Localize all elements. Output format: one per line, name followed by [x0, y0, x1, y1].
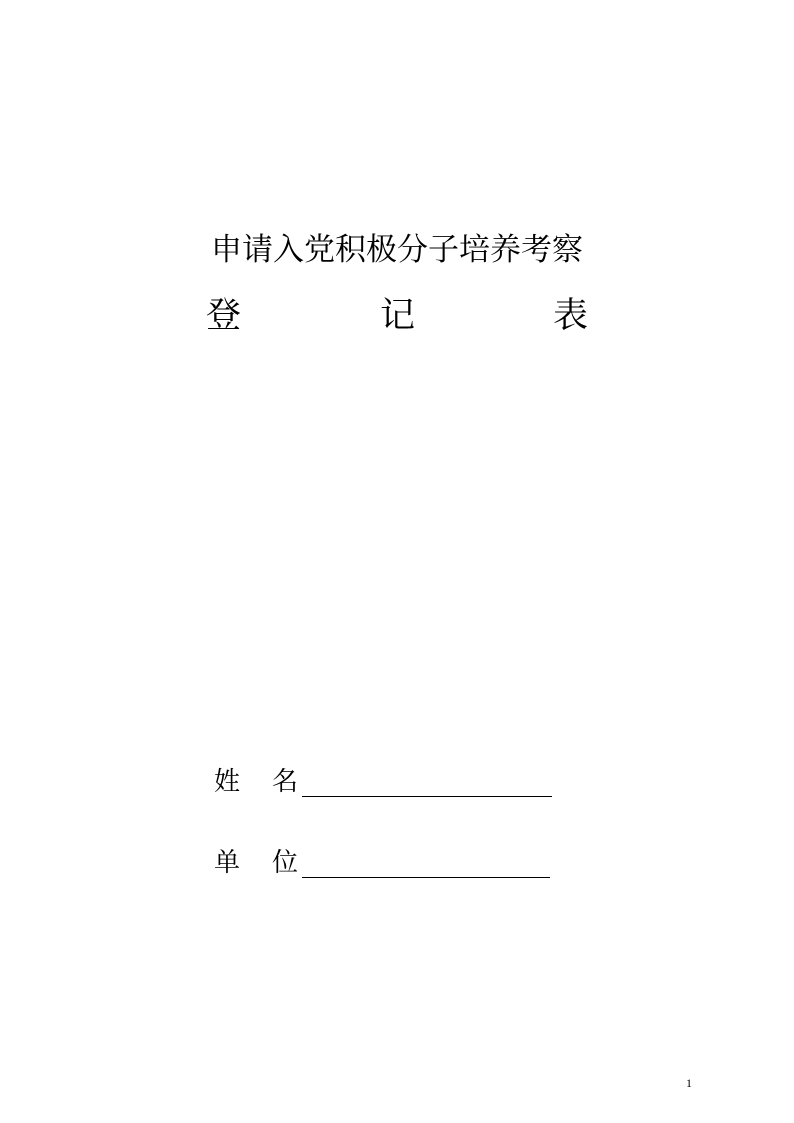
name-label-char-1: 姓: [214, 767, 241, 797]
subtitle-char-1: 登: [206, 296, 242, 336]
unit-label-char-1: 单: [214, 848, 241, 878]
name-label-char-2: 名: [272, 767, 299, 797]
subtitle-char-3: 表: [553, 296, 589, 336]
unit-field-row: [214, 843, 574, 883]
page-number: 1: [686, 1076, 692, 1090]
document-title: 申请入党积极分子培养考察: [211, 232, 583, 268]
unit-label-char-2: 位: [272, 848, 299, 878]
name-blank-line[interactable]: [302, 796, 552, 797]
unit-blank-line[interactable]: [302, 877, 550, 878]
subtitle-char-2: 记: [380, 296, 416, 336]
name-field-row: [214, 762, 574, 802]
